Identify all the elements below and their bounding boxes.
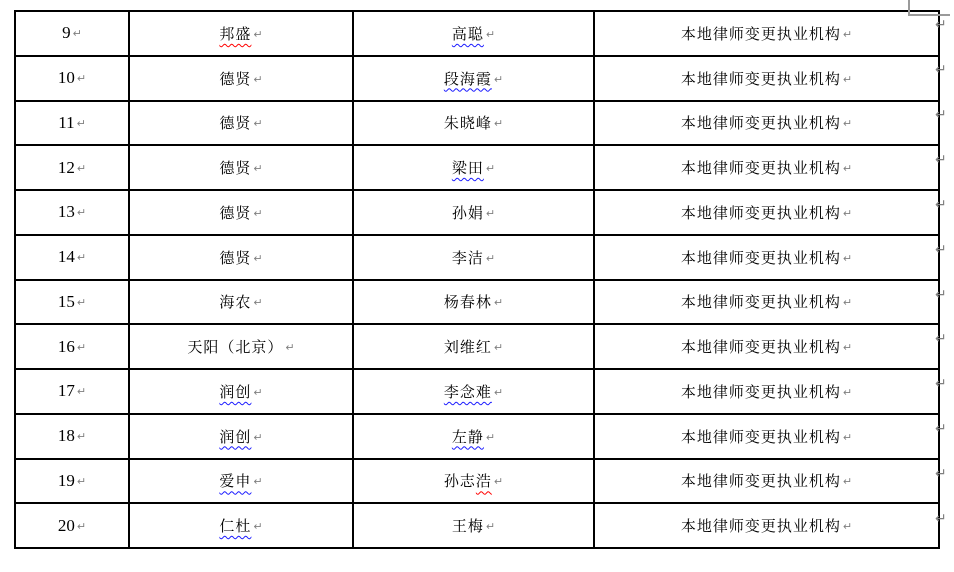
serial-number: 12 xyxy=(57,157,75,177)
row-end-pilcrow-icon: ↵ xyxy=(935,106,947,123)
firm-name xyxy=(219,206,251,222)
lawyer-name xyxy=(452,430,484,446)
cell-firm[interactable] xyxy=(129,235,353,280)
cell-end-mark-icon: ↵ xyxy=(253,475,263,489)
cell-firm[interactable] xyxy=(129,145,353,190)
cell-end-mark-icon: ↵ xyxy=(253,520,263,534)
cell-end-mark-icon: ↵ xyxy=(76,474,87,488)
cell-action[interactable] xyxy=(594,503,939,548)
cell-end-mark-icon: ↵ xyxy=(493,341,504,355)
cell-lawyer[interactable] xyxy=(353,324,594,369)
action-text: 本地律师变更执业机构 xyxy=(680,116,841,133)
text-segment: 浩 xyxy=(475,474,492,491)
cell-end-mark-icon: ↵ xyxy=(76,519,87,533)
firm-name xyxy=(219,474,251,490)
text-segment: 德贤 xyxy=(219,71,252,88)
cell-end-mark-icon: ↵ xyxy=(76,116,86,130)
table-row xyxy=(15,11,939,56)
action-text: 本地律师变更执业机构 xyxy=(680,429,841,446)
cell-action[interactable] xyxy=(594,190,939,235)
cell-end-mark-icon: ↵ xyxy=(72,27,82,41)
text-segment: 德贤 xyxy=(219,161,252,178)
cell-lawyer[interactable] xyxy=(353,414,594,459)
cell-end-mark-icon: ↵ xyxy=(253,385,263,399)
cell-end-mark-icon: ↵ xyxy=(842,341,853,355)
cell-action[interactable] xyxy=(594,414,939,459)
cell-action[interactable] xyxy=(594,56,939,101)
lawyer-name xyxy=(444,72,492,88)
cell-lawyer[interactable] xyxy=(353,459,594,504)
serial-number: 19 xyxy=(57,470,75,490)
cell-firm[interactable] xyxy=(129,503,353,548)
row-end-pilcrow-icon: ↵ xyxy=(935,61,947,78)
text-segment: 刘维红 xyxy=(443,340,492,357)
text-segment: 海农 xyxy=(219,295,252,312)
cell-end-mark-icon: ↵ xyxy=(76,385,87,399)
text-segment: 杨春林 xyxy=(443,295,492,312)
action-text: 本地律师变更执业机构 xyxy=(680,519,841,536)
cell-action[interactable] xyxy=(594,11,939,56)
table-row xyxy=(15,190,939,235)
cell-end-mark-icon: ↵ xyxy=(253,162,263,176)
row-end-pilcrow-icon: ↵ xyxy=(935,196,947,213)
cell-firm[interactable] xyxy=(129,190,353,235)
action-text: 本地律师变更执业机构 xyxy=(680,250,841,267)
lawyer-name xyxy=(452,251,484,267)
cell-firm[interactable] xyxy=(129,324,353,369)
cell-serial[interactable] xyxy=(15,280,129,325)
cell-firm[interactable] xyxy=(129,414,353,459)
row-end-pilcrow-icon: ↵ xyxy=(935,466,947,483)
row-end-marks xyxy=(932,10,952,549)
action-text: 本地律师变更执业机构 xyxy=(680,474,841,491)
cell-end-mark-icon: ↵ xyxy=(485,520,496,534)
firm-name xyxy=(219,161,251,177)
text-segment: 爱申 xyxy=(219,474,252,491)
table-row xyxy=(15,369,939,414)
lawyer-name xyxy=(452,161,484,177)
cell-end-mark-icon: ↵ xyxy=(253,72,263,86)
table-row xyxy=(15,459,939,504)
row-end-pilcrow-icon: ↵ xyxy=(935,151,947,168)
text-segment: 朱晓峰 xyxy=(443,116,492,133)
cell-end-mark-icon: ↵ xyxy=(253,251,263,265)
cell-end-mark-icon: ↵ xyxy=(842,430,853,444)
text-segment: 邦盛 xyxy=(219,26,252,43)
cell-end-mark-icon: ↵ xyxy=(76,295,87,309)
text-segment: 段海霞 xyxy=(443,71,492,88)
cell-lawyer[interactable] xyxy=(353,369,594,414)
text-segment: 王梅 xyxy=(451,519,484,536)
cell-end-mark-icon: ↵ xyxy=(485,430,496,444)
action-text: 本地律师变更执业机构 xyxy=(680,295,841,312)
cell-serial[interactable] xyxy=(15,11,129,56)
cell-end-mark-icon: ↵ xyxy=(76,340,87,354)
cell-serial[interactable] xyxy=(15,56,129,101)
cell-serial[interactable] xyxy=(15,369,129,414)
cell-end-mark-icon: ↵ xyxy=(285,341,295,355)
cell-action[interactable] xyxy=(594,459,939,504)
text-segment: 李念难 xyxy=(443,384,492,401)
text-segment: 德贤 xyxy=(219,116,252,133)
cell-lawyer[interactable] xyxy=(353,11,594,56)
table-row xyxy=(15,324,939,369)
firm-name xyxy=(187,340,283,356)
lawyer-name xyxy=(452,206,484,222)
firm-name xyxy=(219,430,251,446)
table-row xyxy=(15,503,939,548)
cell-firm[interactable] xyxy=(129,11,353,56)
serial-number: 20 xyxy=(57,515,75,535)
action-text: 本地律师变更执业机构 xyxy=(680,205,841,222)
cell-lawyer[interactable] xyxy=(353,56,594,101)
cell-end-mark-icon: ↵ xyxy=(493,385,504,399)
lawyer-name xyxy=(444,295,492,311)
firm-name xyxy=(219,116,251,132)
cell-firm[interactable] xyxy=(129,280,353,325)
serial-number: 9 xyxy=(62,23,71,43)
text-segment: 高聪 xyxy=(451,26,484,43)
serial-number: 11 xyxy=(58,112,75,132)
cell-firm[interactable] xyxy=(129,459,353,504)
lawyer-name xyxy=(444,474,492,490)
cell-action[interactable] xyxy=(594,145,939,190)
cell-end-mark-icon: ↵ xyxy=(76,161,87,175)
cell-end-mark-icon: ↵ xyxy=(485,27,496,41)
cell-end-mark-icon: ↵ xyxy=(253,117,263,131)
firm-name xyxy=(219,27,251,43)
action-text: 本地律师变更执业机构 xyxy=(680,26,841,43)
cell-firm[interactable] xyxy=(129,369,353,414)
cell-end-mark-icon: ↵ xyxy=(493,296,504,310)
lawyer-name xyxy=(452,27,484,43)
lawyer-name xyxy=(444,116,492,132)
text-segment: 左静 xyxy=(451,429,484,446)
cell-serial[interactable] xyxy=(15,414,129,459)
table-body xyxy=(15,11,939,548)
text-segment: 仁杜 xyxy=(219,519,252,536)
table-row xyxy=(15,101,939,146)
cell-serial[interactable] xyxy=(15,190,129,235)
firm-name xyxy=(219,295,251,311)
serial-number: 18 xyxy=(57,426,75,446)
cell-end-mark-icon: ↵ xyxy=(842,296,853,310)
cell-lawyer[interactable] xyxy=(353,101,594,146)
cell-end-mark-icon: ↵ xyxy=(253,430,263,444)
cell-action[interactable] xyxy=(594,235,939,280)
lawyer-change-table xyxy=(14,10,940,549)
cell-end-mark-icon: ↵ xyxy=(493,72,504,86)
table-row xyxy=(15,414,939,459)
cell-end-mark-icon: ↵ xyxy=(842,520,853,534)
cell-end-mark-icon: ↵ xyxy=(842,475,853,489)
text-segment: 孙娟 xyxy=(451,205,484,222)
cell-end-mark-icon: ↵ xyxy=(485,206,496,220)
serial-number: 13 xyxy=(57,202,75,222)
serial-number: 17 xyxy=(57,381,75,401)
lawyer-name xyxy=(444,340,492,356)
cell-end-mark-icon: ↵ xyxy=(842,251,853,265)
row-end-pilcrow-icon: ↵ xyxy=(935,511,947,528)
action-text: 本地律师变更执业机构 xyxy=(680,161,841,178)
text-boundary-corner-icon xyxy=(908,0,910,14)
table-row xyxy=(15,235,939,280)
row-end-pilcrow-icon: ↵ xyxy=(935,286,947,303)
row-end-pilcrow-icon: ↵ xyxy=(935,331,947,348)
cell-end-mark-icon: ↵ xyxy=(253,27,263,41)
serial-number: 14 xyxy=(57,247,75,267)
action-text: 本地律师变更执业机构 xyxy=(680,340,841,357)
cell-serial[interactable] xyxy=(15,101,129,146)
serial-number: 16 xyxy=(57,336,75,356)
cell-end-mark-icon: ↵ xyxy=(76,251,87,265)
cell-end-mark-icon: ↵ xyxy=(842,162,853,176)
text-segment: 德贤 xyxy=(219,205,252,222)
cell-end-mark-icon: ↵ xyxy=(842,206,853,220)
firm-name xyxy=(219,519,251,535)
cell-serial[interactable] xyxy=(15,459,129,504)
row-end-pilcrow-icon: ↵ xyxy=(935,17,947,33)
cell-lawyer[interactable] xyxy=(353,235,594,280)
text-segment: 德贤 xyxy=(219,250,252,267)
firm-name xyxy=(219,385,251,401)
firm-name xyxy=(219,251,251,267)
cell-lawyer[interactable] xyxy=(353,503,594,548)
text-segment: 润创 xyxy=(219,384,252,401)
row-end-pilcrow-icon: ↵ xyxy=(935,421,947,438)
cell-end-mark-icon: ↵ xyxy=(493,475,504,489)
cell-end-mark-icon: ↵ xyxy=(493,117,504,131)
action-text: 本地律师变更执业机构 xyxy=(680,71,841,88)
cell-serial[interactable] xyxy=(15,503,129,548)
cell-lawyer[interactable] xyxy=(353,190,594,235)
cell-end-mark-icon: ↵ xyxy=(485,162,496,176)
cell-end-mark-icon: ↵ xyxy=(842,27,853,41)
table-row xyxy=(15,56,939,101)
text-segment: 天阳（北京） xyxy=(187,340,284,357)
cell-serial[interactable] xyxy=(15,235,129,280)
table-row xyxy=(15,280,939,325)
serial-number: 15 xyxy=(57,291,75,311)
cell-end-mark-icon: ↵ xyxy=(76,72,87,86)
text-segment: 梁田 xyxy=(451,161,484,178)
cell-serial[interactable] xyxy=(15,324,129,369)
cell-end-mark-icon: ↵ xyxy=(485,251,496,265)
cell-end-mark-icon: ↵ xyxy=(253,296,263,310)
cell-lawyer[interactable] xyxy=(353,280,594,325)
cell-action[interactable] xyxy=(594,324,939,369)
cell-firm[interactable] xyxy=(129,56,353,101)
lawyer-name xyxy=(444,385,492,401)
cell-end-mark-icon: ↵ xyxy=(842,385,853,399)
cell-firm[interactable] xyxy=(129,101,353,146)
serial-number: 10 xyxy=(57,68,75,88)
cell-end-mark-icon: ↵ xyxy=(842,72,853,86)
cell-action[interactable] xyxy=(594,101,939,146)
text-segment: 李洁 xyxy=(451,250,484,267)
cell-end-mark-icon: ↵ xyxy=(842,117,853,131)
row-end-pilcrow-icon: ↵ xyxy=(935,376,947,393)
text-segment: 孙志 xyxy=(443,474,476,491)
cell-action[interactable] xyxy=(594,369,939,414)
cell-end-mark-icon: ↵ xyxy=(76,430,87,444)
table-row xyxy=(15,145,939,190)
text-boundary-corner-icon xyxy=(908,14,950,16)
cell-end-mark-icon: ↵ xyxy=(76,206,87,220)
lawyer-name xyxy=(452,519,484,535)
cell-serial[interactable] xyxy=(15,145,129,190)
text-segment: 润创 xyxy=(219,429,252,446)
cell-end-mark-icon: ↵ xyxy=(253,206,263,220)
row-end-pilcrow-icon: ↵ xyxy=(935,241,947,258)
cell-lawyer[interactable] xyxy=(353,145,594,190)
cell-action[interactable] xyxy=(594,280,939,325)
action-text: 本地律师变更执业机构 xyxy=(680,384,841,401)
firm-name xyxy=(219,72,251,88)
